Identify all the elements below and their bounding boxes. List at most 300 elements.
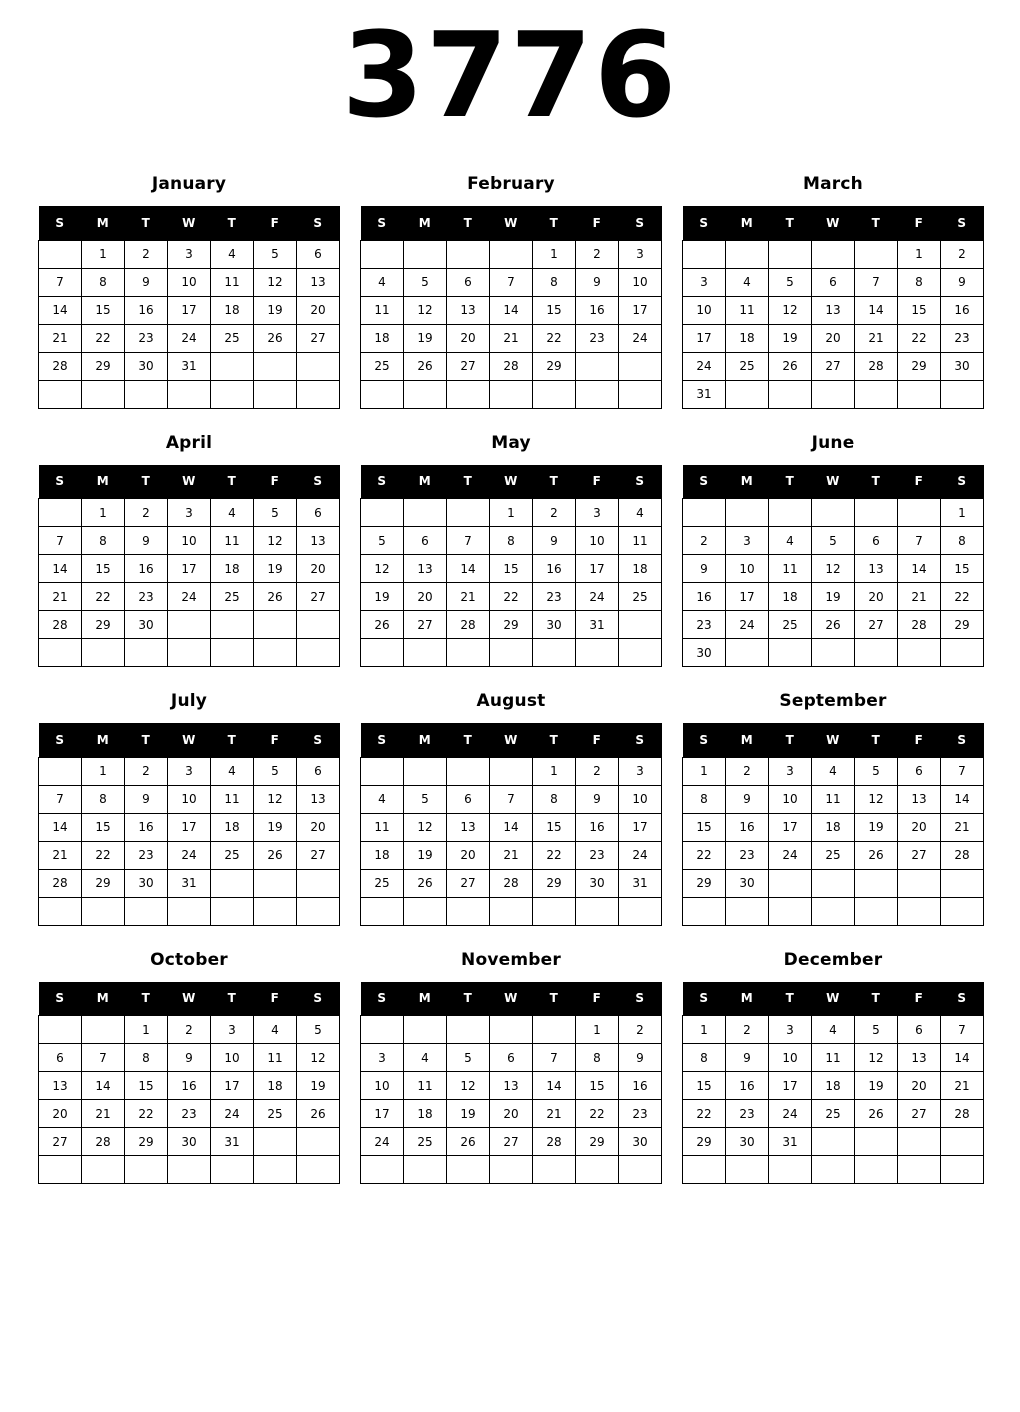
day-cell[interactable]: 6 <box>297 240 340 268</box>
day-cell[interactable]: 24 <box>769 1100 812 1128</box>
day-cell[interactable]: 15 <box>82 296 125 324</box>
day-cell[interactable]: 10 <box>211 1044 254 1072</box>
day-cell[interactable]: 28 <box>490 352 533 380</box>
day-cell[interactable]: 18 <box>812 1072 855 1100</box>
day-cell[interactable]: 19 <box>254 555 297 583</box>
day-cell[interactable]: 30 <box>726 869 769 897</box>
day-cell[interactable]: 16 <box>726 1072 769 1100</box>
day-cell[interactable]: 11 <box>361 296 404 324</box>
day-cell[interactable]: 16 <box>168 1072 211 1100</box>
day-cell[interactable]: 7 <box>490 785 533 813</box>
day-cell[interactable]: 19 <box>812 583 855 611</box>
day-cell[interactable]: 9 <box>619 1044 662 1072</box>
day-cell[interactable]: 10 <box>168 785 211 813</box>
day-cell[interactable]: 31 <box>168 869 211 897</box>
day-cell[interactable]: 28 <box>855 352 898 380</box>
day-cell[interactable]: 11 <box>812 1044 855 1072</box>
day-cell[interactable]: 5 <box>297 1016 340 1044</box>
day-cell[interactable]: 10 <box>168 527 211 555</box>
day-cell[interactable]: 6 <box>898 1016 941 1044</box>
day-cell[interactable]: 28 <box>898 611 941 639</box>
day-cell[interactable]: 17 <box>168 555 211 583</box>
day-cell[interactable]: 31 <box>211 1128 254 1156</box>
day-cell[interactable]: 25 <box>769 611 812 639</box>
day-cell[interactable]: 12 <box>812 555 855 583</box>
day-cell[interactable]: 23 <box>125 583 168 611</box>
day-cell[interactable]: 8 <box>125 1044 168 1072</box>
day-cell[interactable]: 2 <box>125 499 168 527</box>
day-cell[interactable]: 18 <box>211 813 254 841</box>
day-cell[interactable]: 17 <box>726 583 769 611</box>
day-cell[interactable]: 15 <box>683 813 726 841</box>
day-cell[interactable]: 10 <box>769 1044 812 1072</box>
day-cell[interactable]: 27 <box>297 324 340 352</box>
day-cell[interactable]: 16 <box>125 813 168 841</box>
day-cell[interactable]: 1 <box>898 240 941 268</box>
day-cell[interactable]: 16 <box>683 583 726 611</box>
day-cell[interactable]: 16 <box>576 813 619 841</box>
day-cell[interactable]: 26 <box>254 583 297 611</box>
day-cell[interactable]: 28 <box>39 869 82 897</box>
day-cell[interactable]: 21 <box>533 1100 576 1128</box>
day-cell[interactable]: 18 <box>361 841 404 869</box>
day-cell[interactable]: 6 <box>447 785 490 813</box>
day-cell[interactable]: 6 <box>39 1044 82 1072</box>
day-cell[interactable]: 2 <box>125 240 168 268</box>
day-cell[interactable]: 13 <box>447 813 490 841</box>
day-cell[interactable]: 5 <box>769 268 812 296</box>
day-cell[interactable]: 20 <box>490 1100 533 1128</box>
day-cell[interactable]: 9 <box>576 268 619 296</box>
day-cell[interactable]: 9 <box>941 268 984 296</box>
day-cell[interactable]: 25 <box>211 841 254 869</box>
day-cell[interactable]: 9 <box>168 1044 211 1072</box>
day-cell[interactable]: 22 <box>490 583 533 611</box>
day-cell[interactable]: 8 <box>683 785 726 813</box>
day-cell[interactable]: 5 <box>361 527 404 555</box>
day-cell[interactable]: 1 <box>82 757 125 785</box>
day-cell[interactable]: 27 <box>39 1128 82 1156</box>
day-cell[interactable]: 6 <box>447 268 490 296</box>
day-cell[interactable]: 1 <box>490 499 533 527</box>
day-cell[interactable]: 2 <box>726 757 769 785</box>
day-cell[interactable]: 21 <box>490 841 533 869</box>
day-cell[interactable]: 24 <box>168 841 211 869</box>
day-cell[interactable]: 20 <box>39 1100 82 1128</box>
day-cell[interactable]: 14 <box>39 813 82 841</box>
day-cell[interactable]: 22 <box>941 583 984 611</box>
day-cell[interactable]: 24 <box>683 352 726 380</box>
day-cell[interactable]: 15 <box>490 555 533 583</box>
day-cell[interactable]: 13 <box>39 1072 82 1100</box>
day-cell[interactable]: 8 <box>82 785 125 813</box>
day-cell[interactable]: 26 <box>447 1128 490 1156</box>
day-cell[interactable]: 26 <box>812 611 855 639</box>
day-cell[interactable]: 7 <box>941 1016 984 1044</box>
day-cell[interactable]: 12 <box>254 527 297 555</box>
day-cell[interactable]: 7 <box>898 527 941 555</box>
day-cell[interactable]: 17 <box>619 813 662 841</box>
day-cell[interactable]: 13 <box>297 785 340 813</box>
day-cell[interactable]: 23 <box>941 324 984 352</box>
day-cell[interactable]: 7 <box>490 268 533 296</box>
day-cell[interactable]: 8 <box>533 785 576 813</box>
day-cell[interactable]: 25 <box>254 1100 297 1128</box>
day-cell[interactable]: 22 <box>898 324 941 352</box>
day-cell[interactable]: 12 <box>855 785 898 813</box>
day-cell[interactable]: 27 <box>898 841 941 869</box>
day-cell[interactable]: 31 <box>619 869 662 897</box>
day-cell[interactable]: 23 <box>533 583 576 611</box>
day-cell[interactable]: 29 <box>576 1128 619 1156</box>
day-cell[interactable]: 20 <box>297 555 340 583</box>
day-cell[interactable]: 14 <box>490 296 533 324</box>
day-cell[interactable]: 4 <box>404 1044 447 1072</box>
day-cell[interactable]: 28 <box>39 352 82 380</box>
day-cell[interactable]: 20 <box>297 813 340 841</box>
day-cell[interactable]: 12 <box>254 268 297 296</box>
day-cell[interactable]: 11 <box>726 296 769 324</box>
day-cell[interactable]: 23 <box>683 611 726 639</box>
day-cell[interactable]: 22 <box>82 583 125 611</box>
day-cell[interactable]: 27 <box>447 352 490 380</box>
day-cell[interactable]: 16 <box>941 296 984 324</box>
day-cell[interactable]: 7 <box>855 268 898 296</box>
day-cell[interactable]: 12 <box>769 296 812 324</box>
day-cell[interactable]: 1 <box>683 1016 726 1044</box>
day-cell[interactable]: 30 <box>125 611 168 639</box>
day-cell[interactable]: 6 <box>490 1044 533 1072</box>
day-cell[interactable]: 3 <box>168 240 211 268</box>
day-cell[interactable]: 17 <box>168 296 211 324</box>
day-cell[interactable]: 18 <box>812 813 855 841</box>
day-cell[interactable]: 21 <box>941 813 984 841</box>
day-cell[interactable]: 25 <box>812 1100 855 1128</box>
day-cell[interactable]: 11 <box>361 813 404 841</box>
day-cell[interactable]: 10 <box>361 1072 404 1100</box>
day-cell[interactable]: 8 <box>82 268 125 296</box>
day-cell[interactable]: 15 <box>683 1072 726 1100</box>
day-cell[interactable]: 2 <box>619 1016 662 1044</box>
day-cell[interactable]: 29 <box>82 352 125 380</box>
day-cell[interactable]: 2 <box>576 757 619 785</box>
day-cell[interactable]: 11 <box>211 527 254 555</box>
day-cell[interactable]: 26 <box>297 1100 340 1128</box>
day-cell[interactable]: 12 <box>447 1072 490 1100</box>
day-cell[interactable]: 6 <box>812 268 855 296</box>
day-cell[interactable]: 29 <box>941 611 984 639</box>
day-cell[interactable]: 23 <box>576 841 619 869</box>
day-cell[interactable]: 18 <box>361 324 404 352</box>
day-cell[interactable]: 23 <box>125 324 168 352</box>
day-cell[interactable]: 20 <box>898 1072 941 1100</box>
day-cell[interactable]: 29 <box>898 352 941 380</box>
day-cell[interactable]: 14 <box>855 296 898 324</box>
day-cell[interactable]: 31 <box>168 352 211 380</box>
day-cell[interactable]: 22 <box>683 841 726 869</box>
day-cell[interactable]: 24 <box>168 324 211 352</box>
day-cell[interactable]: 19 <box>855 813 898 841</box>
day-cell[interactable]: 13 <box>404 555 447 583</box>
day-cell[interactable]: 21 <box>39 583 82 611</box>
day-cell[interactable]: 19 <box>361 583 404 611</box>
day-cell[interactable]: 27 <box>404 611 447 639</box>
day-cell[interactable]: 23 <box>576 324 619 352</box>
day-cell[interactable]: 10 <box>769 785 812 813</box>
day-cell[interactable]: 18 <box>404 1100 447 1128</box>
day-cell[interactable]: 27 <box>855 611 898 639</box>
day-cell[interactable]: 1 <box>533 240 576 268</box>
day-cell[interactable]: 14 <box>447 555 490 583</box>
day-cell[interactable]: 30 <box>941 352 984 380</box>
day-cell[interactable]: 30 <box>533 611 576 639</box>
day-cell[interactable]: 13 <box>898 1044 941 1072</box>
day-cell[interactable]: 8 <box>82 527 125 555</box>
day-cell[interactable]: 2 <box>533 499 576 527</box>
day-cell[interactable]: 11 <box>254 1044 297 1072</box>
day-cell[interactable]: 30 <box>576 869 619 897</box>
day-cell[interactable]: 5 <box>812 527 855 555</box>
day-cell[interactable]: 19 <box>404 324 447 352</box>
day-cell[interactable]: 21 <box>490 324 533 352</box>
day-cell[interactable]: 27 <box>490 1128 533 1156</box>
day-cell[interactable]: 9 <box>726 785 769 813</box>
day-cell[interactable]: 24 <box>726 611 769 639</box>
day-cell[interactable]: 3 <box>211 1016 254 1044</box>
day-cell[interactable]: 5 <box>447 1044 490 1072</box>
day-cell[interactable]: 4 <box>211 499 254 527</box>
day-cell[interactable]: 8 <box>683 1044 726 1072</box>
day-cell[interactable]: 30 <box>168 1128 211 1156</box>
day-cell[interactable]: 3 <box>619 757 662 785</box>
day-cell[interactable]: 25 <box>211 583 254 611</box>
day-cell[interactable]: 28 <box>447 611 490 639</box>
day-cell[interactable]: 3 <box>619 240 662 268</box>
day-cell[interactable]: 7 <box>447 527 490 555</box>
day-cell[interactable]: 14 <box>82 1072 125 1100</box>
day-cell[interactable]: 3 <box>769 757 812 785</box>
day-cell[interactable]: 12 <box>855 1044 898 1072</box>
day-cell[interactable]: 27 <box>812 352 855 380</box>
day-cell[interactable]: 5 <box>404 785 447 813</box>
day-cell[interactable]: 6 <box>404 527 447 555</box>
day-cell[interactable]: 25 <box>619 583 662 611</box>
day-cell[interactable]: 23 <box>726 841 769 869</box>
day-cell[interactable]: 18 <box>254 1072 297 1100</box>
day-cell[interactable]: 22 <box>533 324 576 352</box>
day-cell[interactable]: 24 <box>576 583 619 611</box>
day-cell[interactable]: 10 <box>619 268 662 296</box>
day-cell[interactable]: 2 <box>168 1016 211 1044</box>
day-cell[interactable]: 7 <box>39 785 82 813</box>
day-cell[interactable]: 9 <box>533 527 576 555</box>
day-cell[interactable]: 13 <box>855 555 898 583</box>
day-cell[interactable]: 18 <box>769 583 812 611</box>
day-cell[interactable]: 16 <box>125 555 168 583</box>
day-cell[interactable]: 16 <box>619 1072 662 1100</box>
day-cell[interactable]: 30 <box>683 639 726 667</box>
day-cell[interactable]: 5 <box>404 268 447 296</box>
day-cell[interactable]: 8 <box>898 268 941 296</box>
day-cell[interactable]: 19 <box>447 1100 490 1128</box>
day-cell[interactable]: 13 <box>447 296 490 324</box>
day-cell[interactable]: 3 <box>168 757 211 785</box>
day-cell[interactable]: 28 <box>82 1128 125 1156</box>
day-cell[interactable]: 4 <box>769 527 812 555</box>
day-cell[interactable]: 4 <box>812 757 855 785</box>
day-cell[interactable]: 9 <box>125 268 168 296</box>
day-cell[interactable]: 5 <box>855 1016 898 1044</box>
day-cell[interactable]: 2 <box>683 527 726 555</box>
day-cell[interactable]: 8 <box>576 1044 619 1072</box>
day-cell[interactable]: 21 <box>855 324 898 352</box>
day-cell[interactable]: 15 <box>576 1072 619 1100</box>
day-cell[interactable]: 4 <box>361 785 404 813</box>
day-cell[interactable]: 17 <box>361 1100 404 1128</box>
day-cell[interactable]: 11 <box>404 1072 447 1100</box>
day-cell[interactable]: 26 <box>361 611 404 639</box>
day-cell[interactable]: 29 <box>490 611 533 639</box>
day-cell[interactable]: 3 <box>576 499 619 527</box>
day-cell[interactable]: 24 <box>769 841 812 869</box>
day-cell[interactable]: 11 <box>211 268 254 296</box>
day-cell[interactable]: 22 <box>82 324 125 352</box>
day-cell[interactable]: 26 <box>855 1100 898 1128</box>
day-cell[interactable]: 5 <box>855 757 898 785</box>
day-cell[interactable]: 27 <box>297 841 340 869</box>
day-cell[interactable]: 25 <box>361 869 404 897</box>
day-cell[interactable]: 23 <box>619 1100 662 1128</box>
day-cell[interactable]: 28 <box>39 611 82 639</box>
day-cell[interactable]: 17 <box>683 324 726 352</box>
day-cell[interactable]: 21 <box>898 583 941 611</box>
day-cell[interactable]: 15 <box>898 296 941 324</box>
day-cell[interactable]: 14 <box>490 813 533 841</box>
day-cell[interactable]: 22 <box>576 1100 619 1128</box>
day-cell[interactable]: 28 <box>941 1100 984 1128</box>
day-cell[interactable]: 8 <box>490 527 533 555</box>
day-cell[interactable]: 16 <box>576 296 619 324</box>
day-cell[interactable]: 7 <box>39 268 82 296</box>
day-cell[interactable]: 24 <box>619 324 662 352</box>
day-cell[interactable]: 16 <box>125 296 168 324</box>
day-cell[interactable]: 15 <box>533 296 576 324</box>
day-cell[interactable]: 22 <box>82 841 125 869</box>
day-cell[interactable]: 26 <box>769 352 812 380</box>
day-cell[interactable]: 1 <box>82 499 125 527</box>
day-cell[interactable]: 15 <box>125 1072 168 1100</box>
day-cell[interactable]: 21 <box>82 1100 125 1128</box>
day-cell[interactable]: 28 <box>533 1128 576 1156</box>
day-cell[interactable]: 16 <box>533 555 576 583</box>
day-cell[interactable]: 26 <box>404 869 447 897</box>
day-cell[interactable]: 20 <box>404 583 447 611</box>
day-cell[interactable]: 15 <box>82 813 125 841</box>
day-cell[interactable]: 18 <box>726 324 769 352</box>
day-cell[interactable]: 14 <box>941 785 984 813</box>
day-cell[interactable]: 1 <box>125 1016 168 1044</box>
day-cell[interactable]: 10 <box>168 268 211 296</box>
day-cell[interactable]: 30 <box>125 352 168 380</box>
day-cell[interactable]: 1 <box>82 240 125 268</box>
day-cell[interactable]: 15 <box>941 555 984 583</box>
day-cell[interactable]: 14 <box>533 1072 576 1100</box>
day-cell[interactable]: 2 <box>125 757 168 785</box>
day-cell[interactable]: 20 <box>447 841 490 869</box>
day-cell[interactable]: 31 <box>576 611 619 639</box>
day-cell[interactable]: 26 <box>404 352 447 380</box>
day-cell[interactable]: 17 <box>211 1072 254 1100</box>
day-cell[interactable]: 31 <box>769 1128 812 1156</box>
day-cell[interactable]: 25 <box>361 352 404 380</box>
day-cell[interactable]: 7 <box>533 1044 576 1072</box>
day-cell[interactable]: 24 <box>619 841 662 869</box>
day-cell[interactable]: 5 <box>254 240 297 268</box>
day-cell[interactable]: 13 <box>490 1072 533 1100</box>
day-cell[interactable]: 12 <box>297 1044 340 1072</box>
day-cell[interactable]: 12 <box>404 296 447 324</box>
day-cell[interactable]: 25 <box>726 352 769 380</box>
day-cell[interactable]: 4 <box>812 1016 855 1044</box>
day-cell[interactable]: 4 <box>211 757 254 785</box>
day-cell[interactable]: 29 <box>82 869 125 897</box>
day-cell[interactable]: 17 <box>769 813 812 841</box>
day-cell[interactable]: 17 <box>168 813 211 841</box>
day-cell[interactable]: 16 <box>726 813 769 841</box>
day-cell[interactable]: 14 <box>39 555 82 583</box>
day-cell[interactable]: 29 <box>533 352 576 380</box>
day-cell[interactable]: 1 <box>576 1016 619 1044</box>
day-cell[interactable]: 28 <box>941 841 984 869</box>
day-cell[interactable]: 2 <box>941 240 984 268</box>
day-cell[interactable]: 17 <box>576 555 619 583</box>
day-cell[interactable]: 11 <box>812 785 855 813</box>
day-cell[interactable]: 24 <box>361 1128 404 1156</box>
day-cell[interactable]: 5 <box>254 757 297 785</box>
day-cell[interactable]: 3 <box>168 499 211 527</box>
day-cell[interactable]: 19 <box>404 841 447 869</box>
day-cell[interactable]: 8 <box>533 268 576 296</box>
day-cell[interactable]: 30 <box>726 1128 769 1156</box>
day-cell[interactable]: 26 <box>254 841 297 869</box>
day-cell[interactable]: 29 <box>125 1128 168 1156</box>
day-cell[interactable]: 7 <box>39 527 82 555</box>
day-cell[interactable]: 10 <box>619 785 662 813</box>
day-cell[interactable]: 15 <box>533 813 576 841</box>
day-cell[interactable]: 20 <box>812 324 855 352</box>
day-cell[interactable]: 26 <box>254 324 297 352</box>
day-cell[interactable]: 20 <box>297 296 340 324</box>
day-cell[interactable]: 9 <box>125 785 168 813</box>
day-cell[interactable]: 6 <box>855 527 898 555</box>
day-cell[interactable]: 20 <box>898 813 941 841</box>
day-cell[interactable]: 3 <box>361 1044 404 1072</box>
day-cell[interactable]: 19 <box>254 296 297 324</box>
day-cell[interactable]: 9 <box>576 785 619 813</box>
day-cell[interactable]: 29 <box>683 1128 726 1156</box>
day-cell[interactable]: 27 <box>297 583 340 611</box>
day-cell[interactable]: 12 <box>254 785 297 813</box>
day-cell[interactable]: 30 <box>619 1128 662 1156</box>
day-cell[interactable]: 14 <box>898 555 941 583</box>
day-cell[interactable]: 25 <box>812 841 855 869</box>
day-cell[interactable]: 24 <box>168 583 211 611</box>
day-cell[interactable]: 18 <box>619 555 662 583</box>
day-cell[interactable]: 4 <box>619 499 662 527</box>
day-cell[interactable]: 17 <box>619 296 662 324</box>
day-cell[interactable]: 3 <box>769 1016 812 1044</box>
day-cell[interactable]: 23 <box>168 1100 211 1128</box>
